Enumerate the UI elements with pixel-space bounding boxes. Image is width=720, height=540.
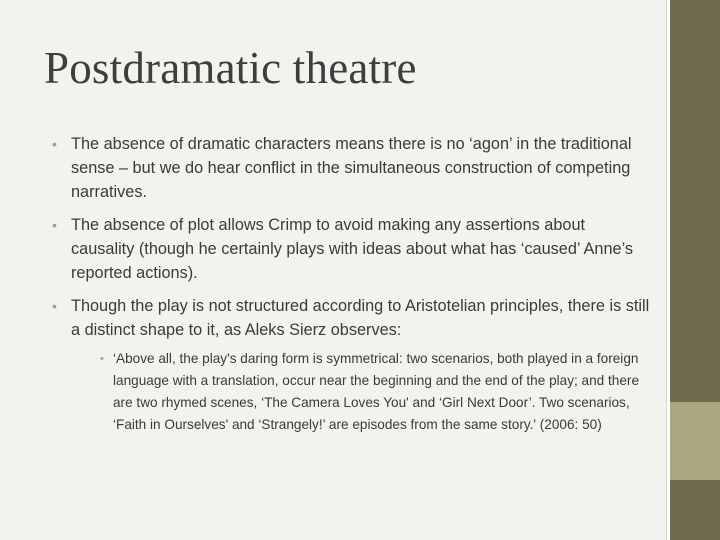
bullet-icon: • — [52, 217, 57, 233]
sub-bullet-item — [100, 348, 650, 436]
sidebar-divider — [666, 0, 667, 540]
bullet-text: The absence of plot allows Crimp to avoid making any assertions about causality (though he certainly plays with ideas about what has ‘caused’ Anne’s reported actions). — [71, 216, 634, 282]
sidebar-light-band — [670, 402, 720, 480]
bullet-icon: • — [52, 136, 57, 152]
slide-title: Postdramatic theatre — [44, 43, 417, 93]
bullet-item — [50, 213, 650, 285]
bullet-text: The absence of dramatic characters means there is no ‘agon’ in the traditional sense – but we do hear conflict in the simultaneous construction of competing narratives. — [71, 135, 632, 201]
sub-bullet-icon: • — [100, 353, 104, 365]
bullet-item — [50, 294, 650, 436]
bullet-text: Though the play is not structured according to Aristotelian principles, there is still a distinct shape to it, as Aleks Sierz observes: — [71, 297, 650, 339]
bullet-icon: • — [52, 298, 57, 314]
sidebar-dark-band-bottom — [670, 480, 720, 540]
quote-text: ‘Above all, the play's daring form is symmetrical: two scenarios, both played in a foreign language with a translation, occur near the beginning and the end of the play; and there are two rhymed scenes, ‘The Camera Loves You' and ‘Girl Next Door’. Two scenarios, ‘Faith in Ourselves' and ‘Strangely!’ are episodes from the same story.' (2006: 50) — [113, 351, 640, 432]
bullet-item — [50, 132, 650, 204]
slide-body — [50, 132, 650, 445]
